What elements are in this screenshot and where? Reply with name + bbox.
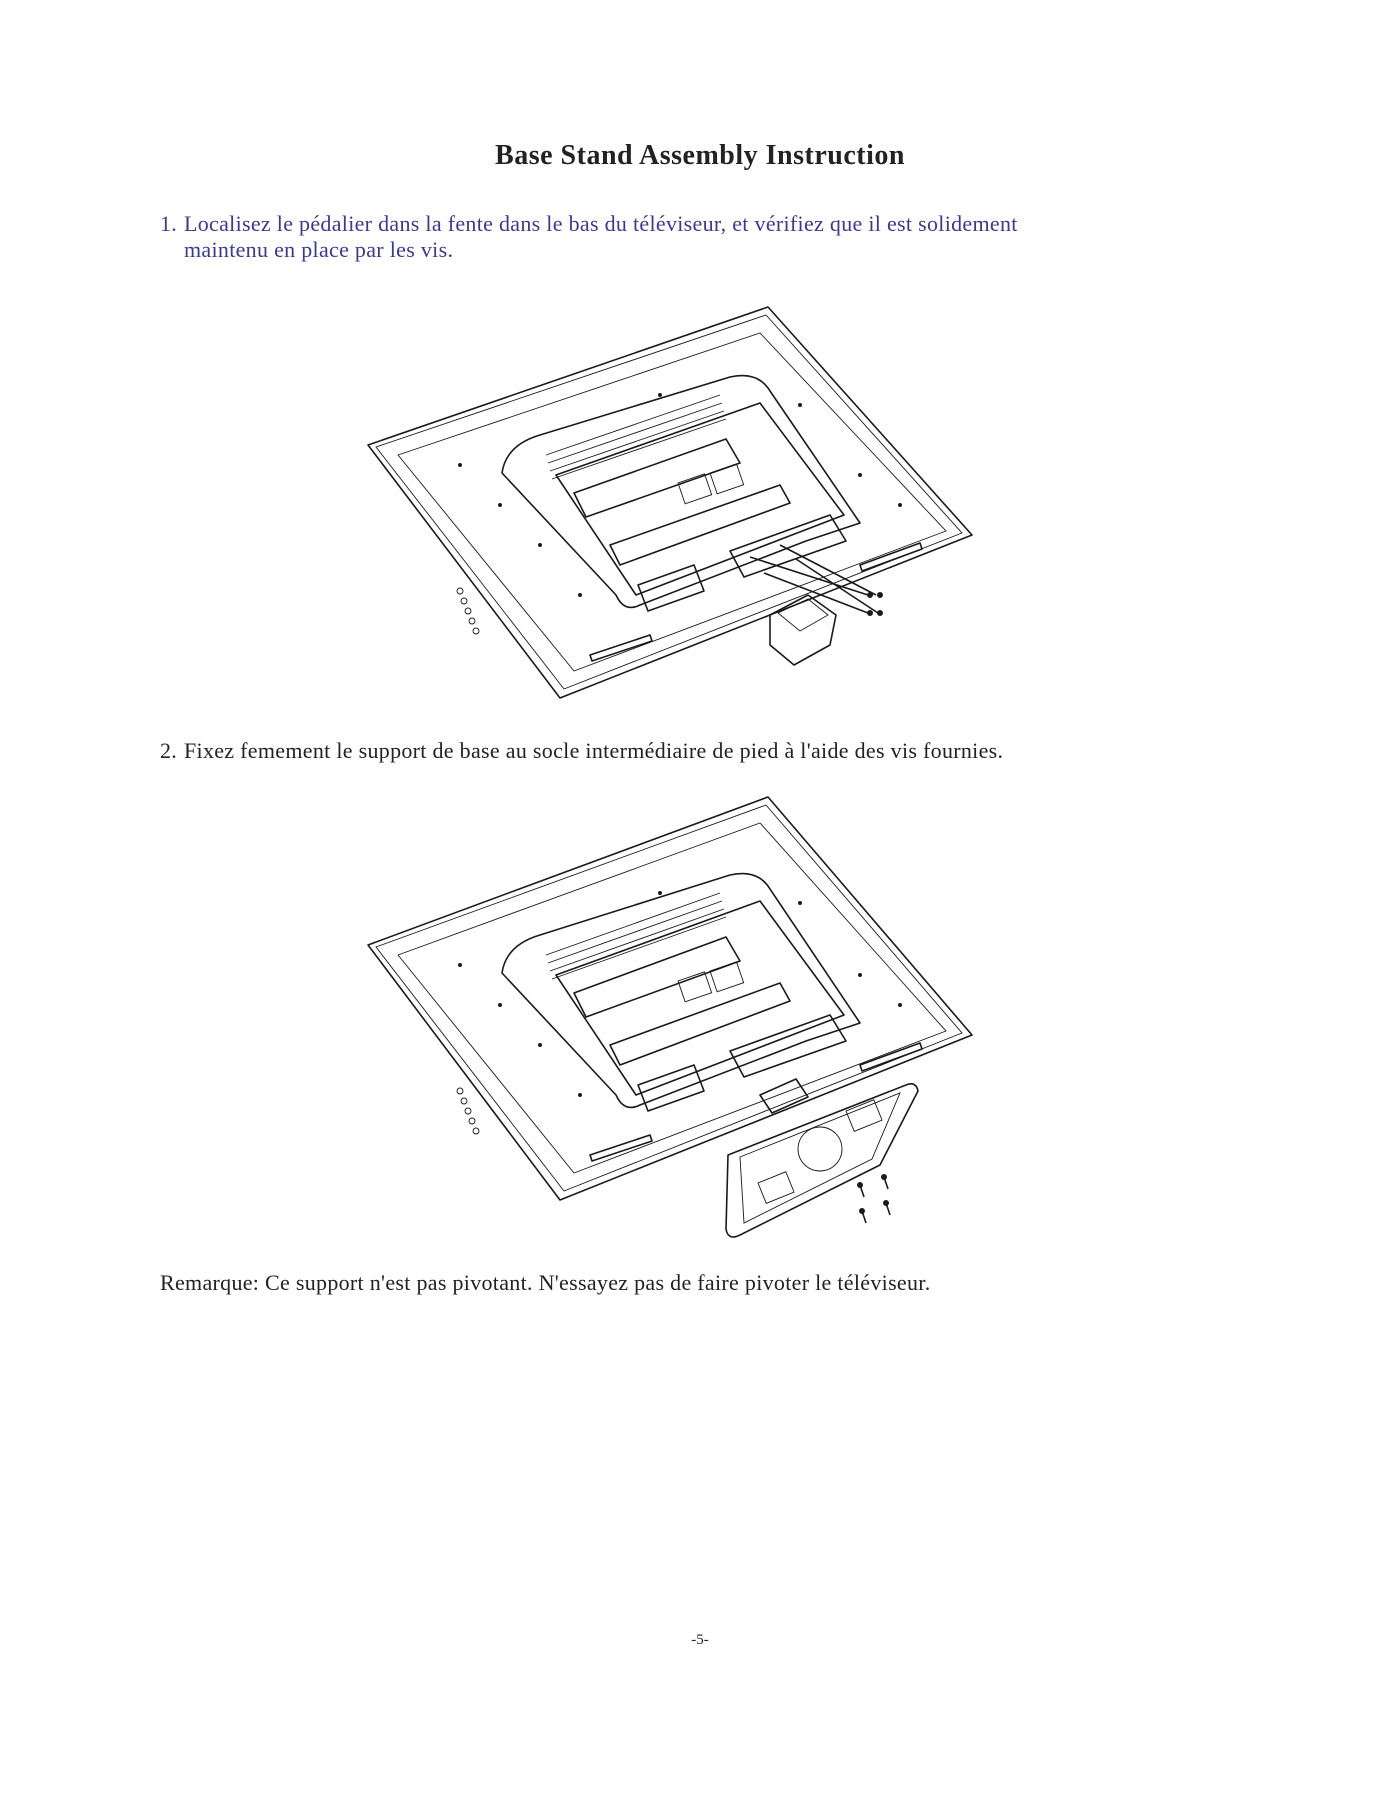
- step-1-text-line2: maintenu en place par les vis.: [184, 237, 454, 262]
- step-1-text-line1: Localisez le pédalier dans la fente dans le bas du téléviseur, et vérifiez que il est solidement: [184, 211, 1018, 236]
- step-1-number: 1.: [160, 211, 178, 236]
- page-number: -5-: [691, 1632, 709, 1648]
- note-text: Remarque: Ce support n'est pas pivotant. N'essayez pas de faire pivoter le téléviseur.: [160, 1270, 931, 1295]
- step-2-text-line1: Fixez femement le support de base au socle intermédiaire de pied à l'aide des vis fournies.: [184, 738, 1004, 763]
- figure-2-tv-back-base-plate-diagram: [360, 785, 980, 1250]
- step-2-instruction: [160, 738, 1160, 764]
- page-title: Base Stand Assembly Instruction: [495, 140, 905, 171]
- figure-1-tv-back-neck-diagram: [360, 295, 980, 710]
- step-2-number: 2.: [160, 738, 178, 763]
- step-1-instruction: [160, 211, 1160, 263]
